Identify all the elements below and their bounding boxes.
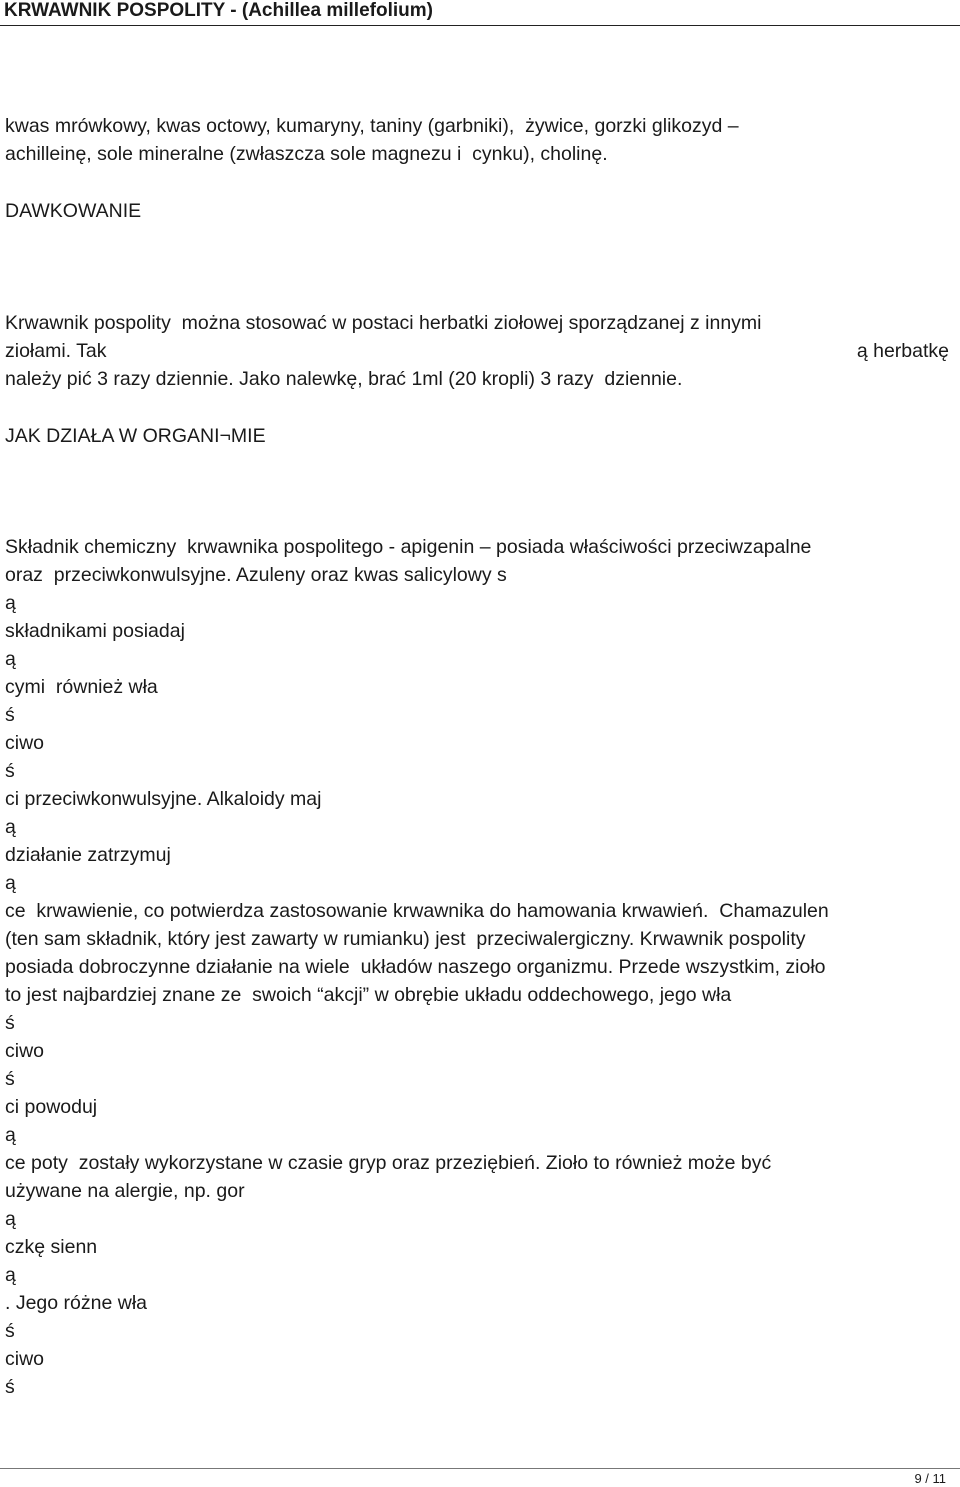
text-line: ś xyxy=(5,704,15,726)
text-line: cymi również wła xyxy=(5,676,158,698)
text-line: to jest najbardziej znane ze swoich “akcji” w obrębie układu oddechowego, jego wła xyxy=(5,984,732,1006)
text-line: ą xyxy=(5,816,16,838)
text-line: ą herbatkę xyxy=(856,340,949,362)
text-line: ą xyxy=(5,1124,16,1146)
page-number: 9 / 11 xyxy=(914,1471,946,1486)
section-heading: JAK DZIAŁA W ORGANI¬MIE xyxy=(5,425,266,447)
page-header xyxy=(0,0,960,28)
text-line: ce poty zostały wykorzystane w czasie gryp oraz przeziębień. Zioło to również może być xyxy=(5,1152,772,1174)
text-line: (ten sam składnik, który jest zawarty w rumianku) jest przeciwalergiczny. Krwawnik pospolity xyxy=(5,928,806,950)
text-line: ą xyxy=(5,1208,16,1230)
text-line: Składnik chemiczny krwawnika pospolitego - apigenin – posiada właściwości przeciwzapalne xyxy=(5,536,812,558)
text-line: ś xyxy=(5,1320,15,1342)
text-line: ą xyxy=(5,872,16,894)
section-heading: DAWKOWANIE xyxy=(5,200,142,222)
text-line: ś xyxy=(5,1012,15,1034)
text-line: oraz przeciwkonwulsyjne. Azuleny oraz kwas salicylowy s xyxy=(5,564,507,586)
footer-divider xyxy=(0,1468,960,1469)
text-line: ś xyxy=(5,1376,15,1398)
text-line: ziołami. Tak xyxy=(5,340,107,362)
text-line: Krwawnik pospolity można stosować w postaci herbatki ziołowej sporządzanej z innymi xyxy=(5,312,762,334)
text-line: ą xyxy=(5,1264,16,1286)
text-line: ci powoduj xyxy=(5,1096,98,1118)
text-line: ą xyxy=(5,648,16,670)
text-line: ciwo xyxy=(5,1348,45,1370)
text-line: należy pić 3 razy dziennie. Jako nalewkę, brać 1ml (20 kropli) 3 razy dziennie. xyxy=(5,368,683,390)
text-line: ciwo xyxy=(5,732,45,754)
text-line: ci przeciwkonwulsyjne. Alkaloidy maj xyxy=(5,788,322,810)
text-line: ce krwawienie, co potwierdza zastosowanie krwawnika do hamowania krwawień. Chamazulen xyxy=(5,900,829,922)
text-line: czkę sienn xyxy=(5,1236,98,1258)
document-title: KRWAWNIK POSPOLITY - (Achillea millefolium) xyxy=(4,0,433,21)
text-line: achilleinę, sole mineralne (zwłaszcza sole magnezu i cynku), cholinę. xyxy=(5,143,608,165)
text-line: używane na alergie, np. gor xyxy=(5,1180,245,1202)
text-line: kwas mrówkowy, kwas octowy, kumaryny, taniny (garbniki), żywice, gorzki glikozyd – xyxy=(5,115,739,137)
text-line: ś xyxy=(5,760,15,782)
text-line: . Jego różne wła xyxy=(5,1292,147,1314)
text-line: działanie zatrzymuj xyxy=(5,844,171,866)
text-line: posiada dobroczynne działanie na wiele układów naszego organizmu. Przede wszystkim, zioło xyxy=(5,956,826,978)
header-divider xyxy=(0,25,960,26)
text-line: składnikami posiadaj xyxy=(5,620,185,642)
text-line: ą xyxy=(5,592,16,614)
text-line: ś xyxy=(5,1068,15,1090)
text-line: ciwo xyxy=(5,1040,45,1062)
